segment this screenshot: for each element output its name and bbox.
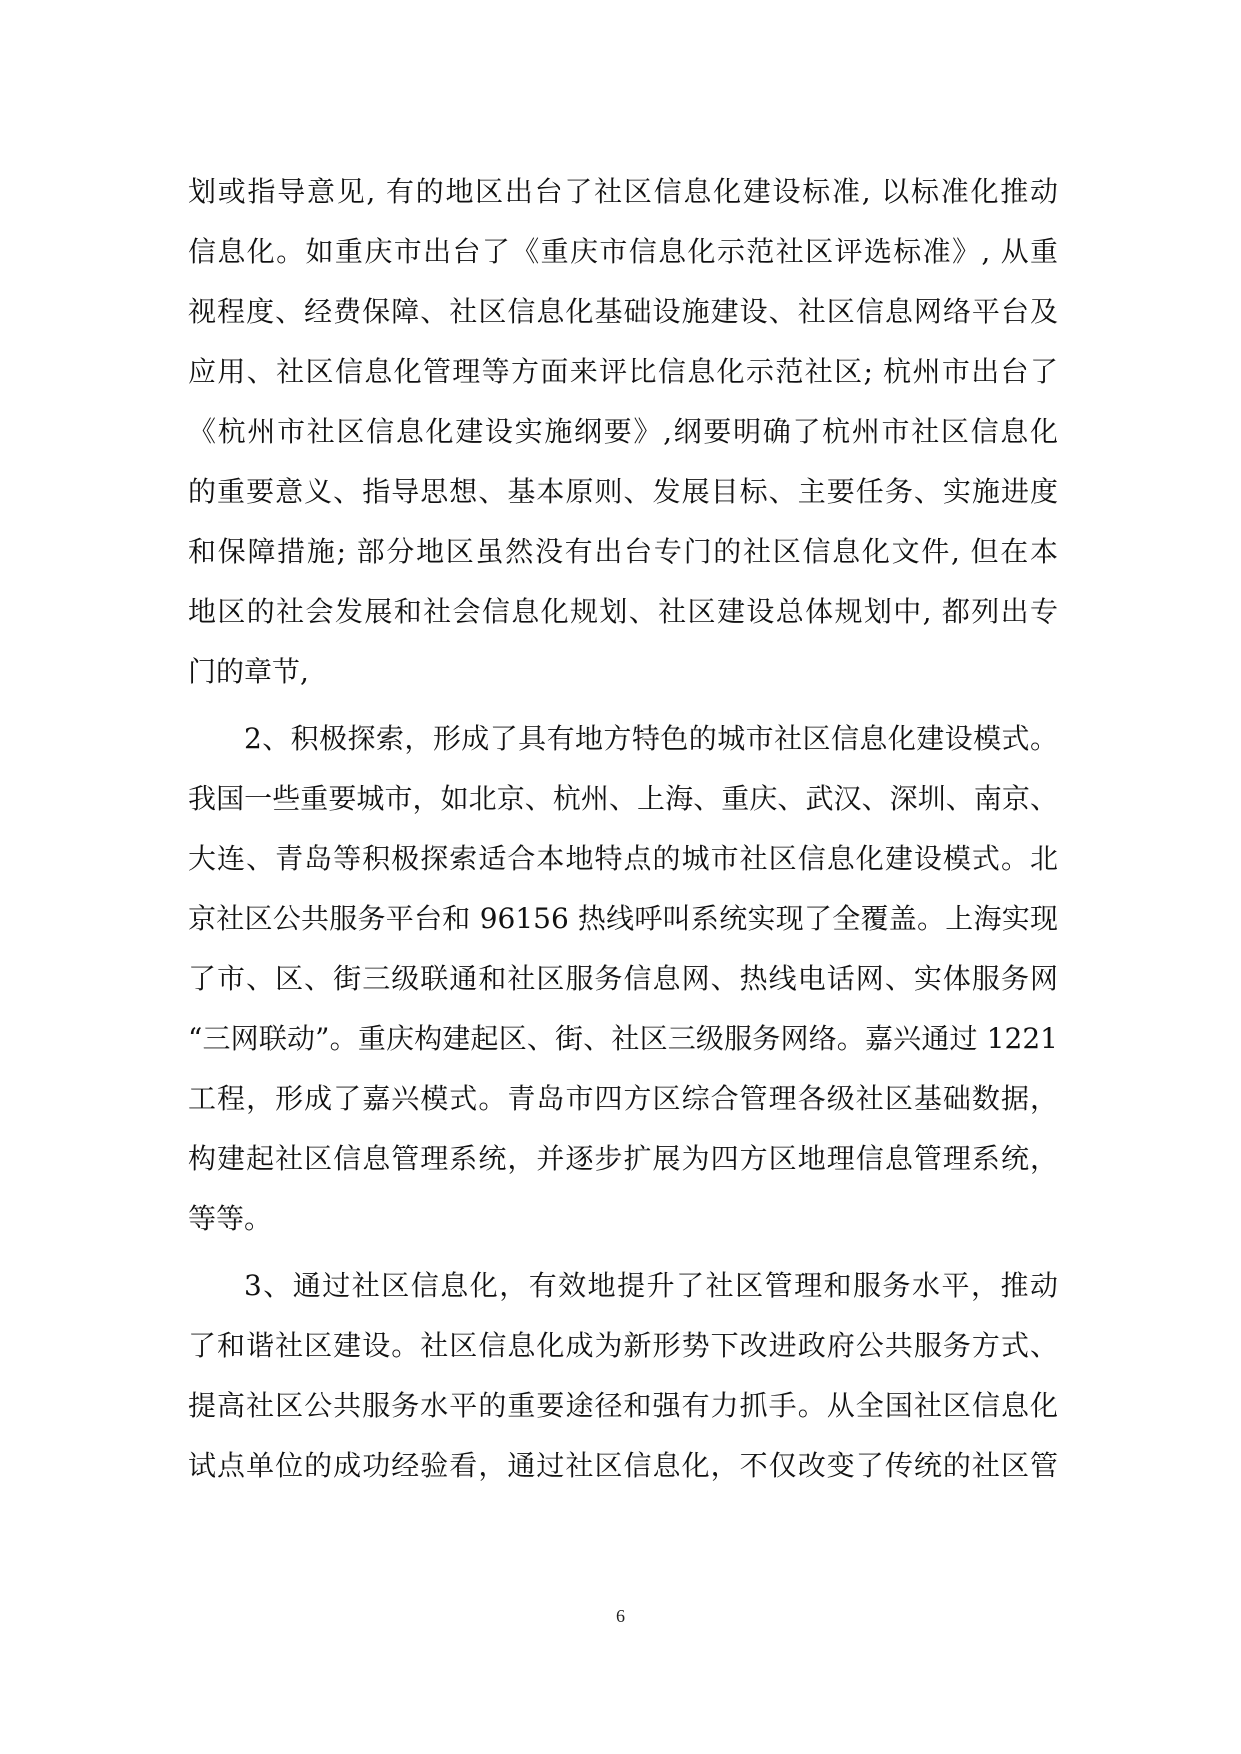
text-line: 等等。 (188, 1202, 273, 1235)
text-line: 地区的社会发展和社会信息化规划、社区建设总体规划中, 都列出专 (188, 595, 1058, 628)
text-line: 了和谐社区建设。社区信息化成为新形势下改进政府公共服务方式、 (188, 1329, 1058, 1362)
paragraph-3 (188, 1256, 1058, 1496)
text-line: 信息化。如重庆市出台了《重庆市信息化示范社区评选标准》, 从重 (188, 235, 1058, 268)
text-line: 了市、区、街三级联通和社区服务信息网、热线电话网、实体服务网 (188, 962, 1058, 995)
text-line: 应用、社区信息化管理等方面来评比信息化示范社区; 杭州市出台了 (188, 355, 1058, 388)
text-line: 大连、青岛等积极探索适合本地特点的城市社区信息化建设模式。北 (188, 842, 1058, 875)
text-line: 的重要意义、指导思想、基本原则、发展目标、主要任务、实施进度 (188, 475, 1058, 508)
body-text (188, 162, 1058, 1496)
text-line: 提高社区公共服务水平的重要途径和强有力抓手。从全国社区信息化 (188, 1389, 1058, 1422)
text-line: 京社区公共服务平台和 96156 热线呼叫系统实现了全覆盖。上海实现 (188, 902, 1058, 935)
text-line: 试点单位的成功经验看，通过社区信息化，不仅改变了传统的社区管 (188, 1449, 1058, 1482)
text-line: 构建起社区信息管理系统，并逐步扩展为四方区地理信息管理系统， (188, 1142, 1058, 1175)
text-line: 门的章节, (188, 655, 309, 688)
text-line: 和保障措施; 部分地区虽然没有出台专门的社区信息化文件, 但在本 (188, 535, 1058, 568)
text-line: 划或指导意见, 有的地区出台了社区信息化建设标准, 以标准化推动 (188, 175, 1058, 208)
paragraph-2 (188, 709, 1058, 1249)
text-line: 3、通过社区信息化，有效地提升了社区管理和服务水平，推动 (244, 1269, 1058, 1302)
page-number: 6 (616, 1606, 625, 1626)
text-line: “三网联动”。重庆构建起区、街、社区三级服务网络。嘉兴通过 1221 (188, 1022, 1058, 1055)
text-line: 我国一些重要城市，如北京、杭州、上海、重庆、武汉、深圳、南京、 (188, 782, 1058, 815)
text-line: 2、积极探索，形成了具有地方特色的城市社区信息化建设模式。 (244, 722, 1058, 755)
text-line: 视程度、经费保障、社区信息化基础设施建设、社区信息网络平台及 (188, 295, 1058, 328)
text-line: 《杭州市社区信息化建设实施纲要》,纲要明确了杭州市社区信息化 (188, 415, 1058, 448)
paragraph-1 (188, 162, 1058, 702)
text-line: 工程，形成了嘉兴模式。青岛市四方区综合管理各级社区基础数据， (188, 1082, 1058, 1115)
